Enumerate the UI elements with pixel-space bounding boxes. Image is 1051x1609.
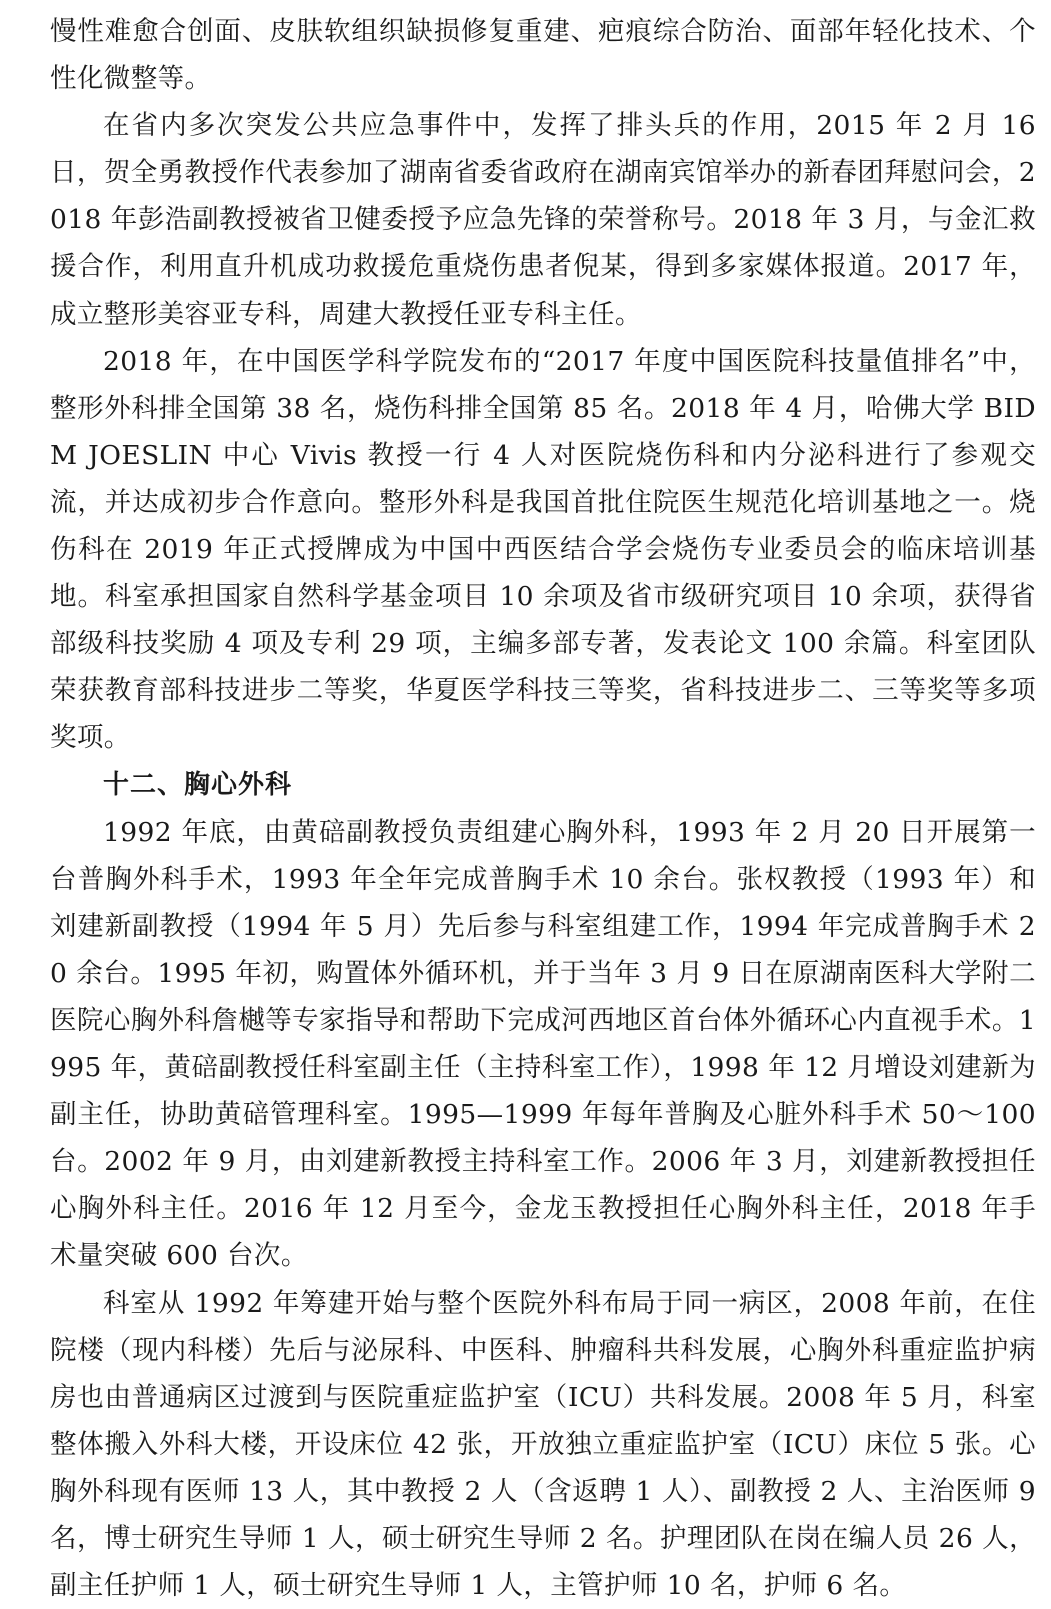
paragraph-thoracic-staffing: 科室从 1992 年筹建开始与整个医院外科布局于同一病区，2008 年前，在住院楼（现内科楼）先后与泌尿科、中医科、肿瘤科共科发展，心胸外科重症监护病房也由普通病区过渡到与医院重症监护室（ICU）共科发展。2008 年 5 月，科室整体搬入外科大楼，开设床位 42 张，开放独立重症监护室（ICU）床位 5 张。心胸外科现有医师 13 人，其中教授 2 人（含返聘 1 人）、副教授 2 人、主治医师 9 名，博士研究生导师 1 人，硕士研究生导师 2 名。护理团队在岗在编人员 26 人，副主任护师 1 人，硕士研究生导师 1 人，主管护师 10 名，护师 6 名。 [50,1287,1036,1602]
paragraph-thoracic-history: 1992 年底，由黄碚副教授负责组建心胸外科，1993 年 2 月 20 日开展第一台普胸外科手术，1993 年全年完成普胸手术 10 余台。张权教授（1993 年）和刘建新副教授（1994 年 5 月）先后参与科室组建工作，1994 年完成普胸手术 20 余台。1995 年初，购置体外循环机，并于当年 3 月 9 日在原湖南医科大学附二医院心胸外科詹樾等专家指导和帮助下完成河西地区首台体外循环心内直视手术。1995 年，黄碚副教授任科室副主任（主持科室工作），1998 年 12 月增设刘建新为副主任，协助黄碚管理科室。1995—1999 年每年普胸及心脏外科手术 50～100 台。2002 年 9 月，由刘建新教授主持科室工作。2006 年 3 月，刘建新教授担任心胸外科主任。2016 年 12 月至今，金龙玉教授担任心胸外科主任，2018 年手术量突破 600 台次。 [50,816,1036,1272]
section-heading: 十二、胸心外科 [103,769,293,800]
document-page [50,8,1036,1609]
paragraph-continuation: 慢性难愈合创面、皮肤软组织缺损修复重建、疤痕综合防治、面部年轻化技术、个性化微整等。 [50,16,1036,95]
paragraph-rankings-research: 2018 年，在中国医学科学院发布的“2017 年度中国医院科技量值排名”中，整形外科排全国第 38 名，烧伤科排全国第 85 名。2018 年 4 月，哈佛大学 BIDM JOESLIN 中心 Vivis 教授一行 4 人对医院烧伤科和内分泌科进行了参观交流，并达成初步合作意向。整形外科是我国首批住院医生规范化培训基地之一。烧伤科在 2019 年正式授牌成为中国中西医结合学会烧伤专业委员会的临床培训基地。科室承担国家自然科学基金项目 10 余项及省市级研究项目 10 余项，获得省部级科技奖励 4 项及专利 29 项，主编多部专著，发表论文 100 余篇。科室团队荣获教育部科技进步二等奖，华夏医学科技三等奖，省科技进步二、三等奖等多项奖项。 [50,345,1036,754]
paragraph-emergency-response: 在省内多次突发公共应急事件中，发挥了排头兵的作用，2015 年 2 月 16 日，贺全勇教授作代表参加了湖南省委省政府在湖南宾馆举办的新春团拜慰问会，2018 年彭浩副教授被省卫健委授予应急先锋的荣誉称号。2018 年 3 月，与金汇救援合作，利用直升机成功救援危重烧伤患者倪某，得到多家媒体报道。2017 年，成立整形美容亚专科，周建大教授任亚专科主任。 [50,110,1036,330]
